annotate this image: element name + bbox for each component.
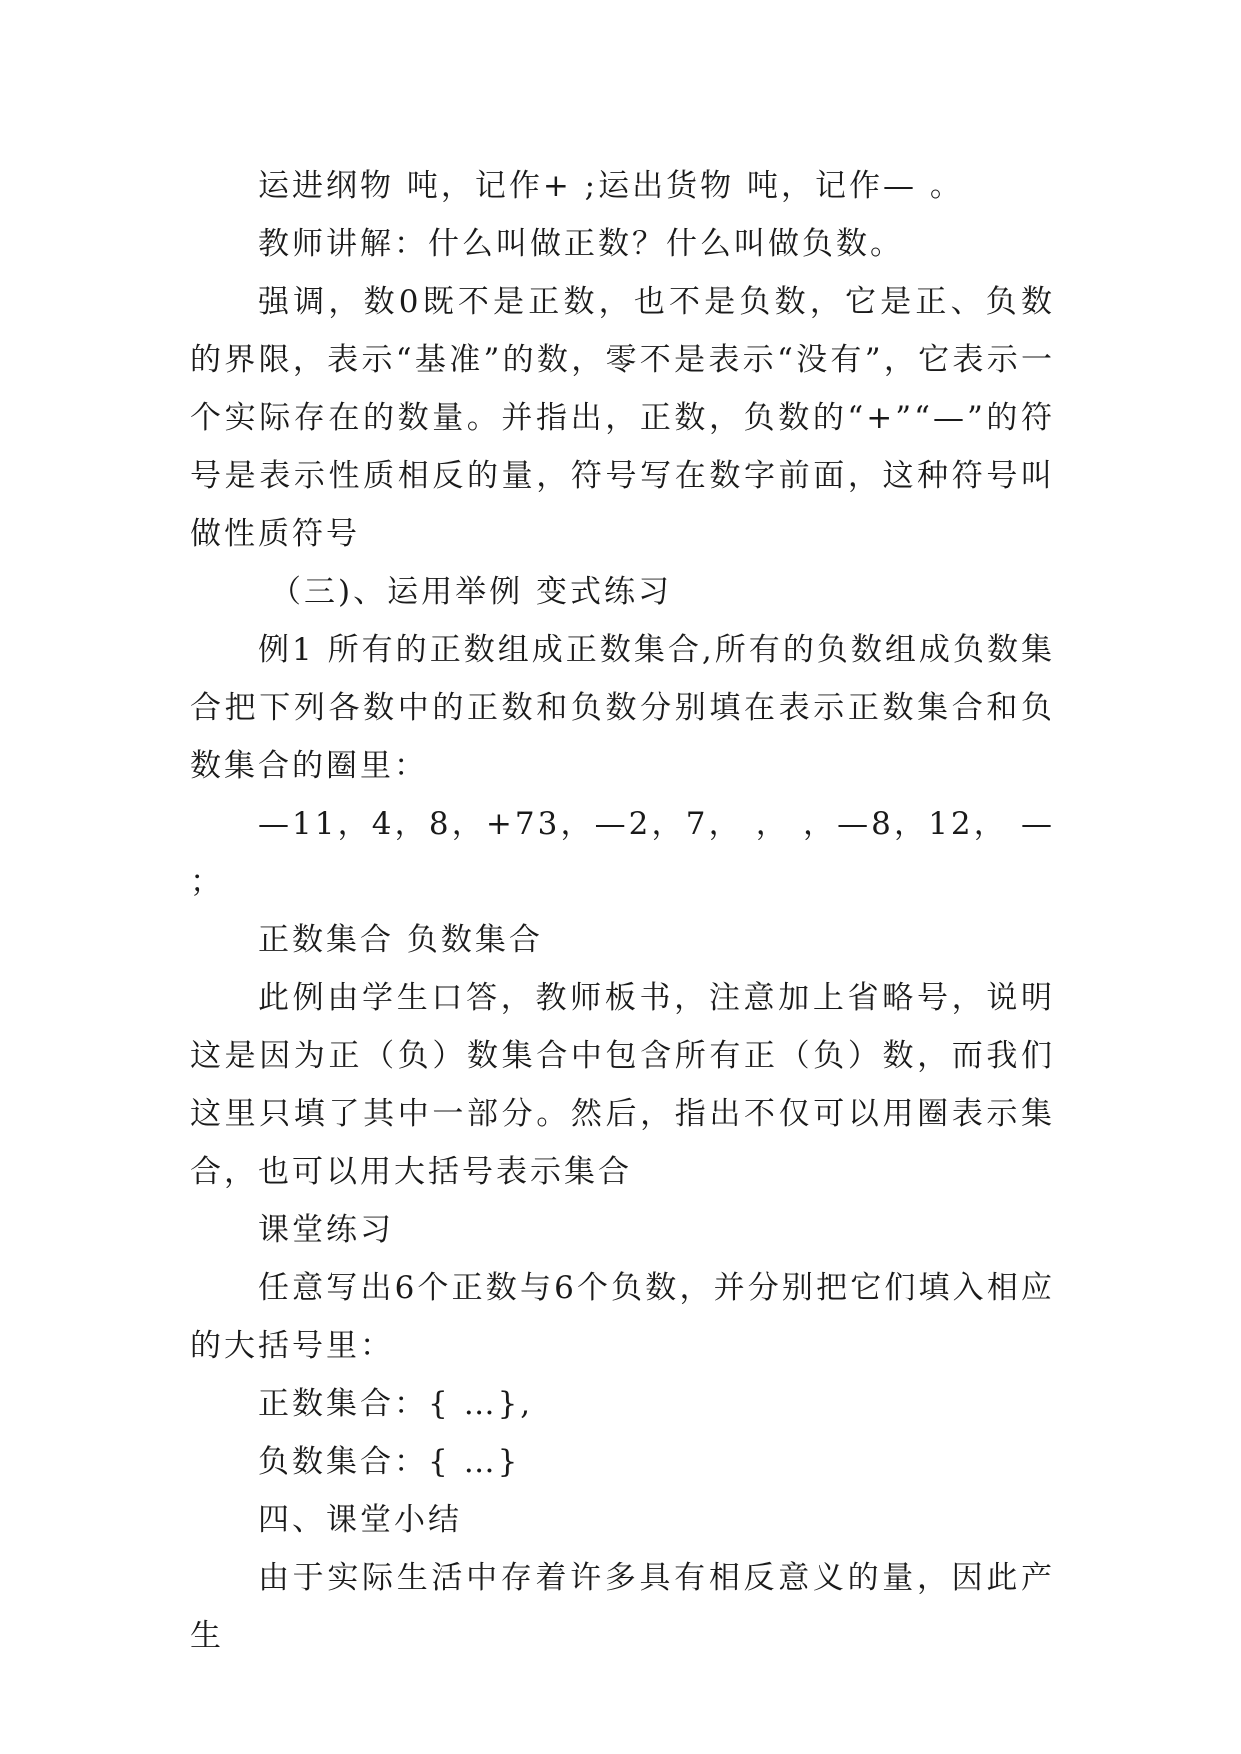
- paragraph-positive-set: 正数集合：{ …},: [258, 1386, 534, 1422]
- paragraph-example-notes: 此例由学生口答，教师板书，注意加上省略号，说明这是因为正（负）数集合中包含所有正（负）数，而我们这里只填了其中一部分。然后，指出不仅可以用圈表示集合，也可以用大括号表示集合: [190, 980, 1055, 1190]
- paragraph-goods-transport: 运进纲物 吨，记作+ ;运出货物 吨，记作— 。: [258, 168, 964, 204]
- paragraph-summary-text: 由于实际生活中存着许多具有相反意义的量，因此产生: [190, 1560, 1055, 1654]
- section-heading-summary: 四、课堂小结: [258, 1502, 462, 1538]
- paragraph-set-labels: 正数集合 负数集合: [258, 922, 543, 958]
- paragraph-practice-task: 任意写出6个正数与6个负数，并分别把它们填入相应的大括号里：: [190, 1270, 1055, 1364]
- paragraph-teacher-explanation: 教师讲解：什么叫做正数？什么叫做负数。: [258, 226, 904, 262]
- document-body: [190, 157, 1055, 1665]
- paragraph-example-1: 例1 所有的正数组成正数集合,所有的负数组成负数集合把下列各数中的正数和负数分别填在表示正数集合和负数集合的圈里：: [190, 632, 1055, 784]
- section-heading-classroom-practice: 课堂练习: [258, 1212, 394, 1248]
- paragraph-number-list: —11，4，8，+73，—2，7， ， ，—8，12， — ；: [190, 806, 1055, 900]
- paragraph-zero-emphasis: 强调，数0既不是正数，也不是负数，它是正、负数的界限，表示“基准”的数，零不是表示“没有”，它表示一个实际存在的数量。并指出，正数，负数的“+”“—”的符号是表示性质相反的量，符号写在数字前面，这种符号叫做性质符号: [190, 284, 1055, 552]
- section-heading-examples: （三)、运用举例 变式练习: [270, 574, 672, 610]
- paragraph-negative-set: 负数集合：{ …}: [258, 1444, 521, 1480]
